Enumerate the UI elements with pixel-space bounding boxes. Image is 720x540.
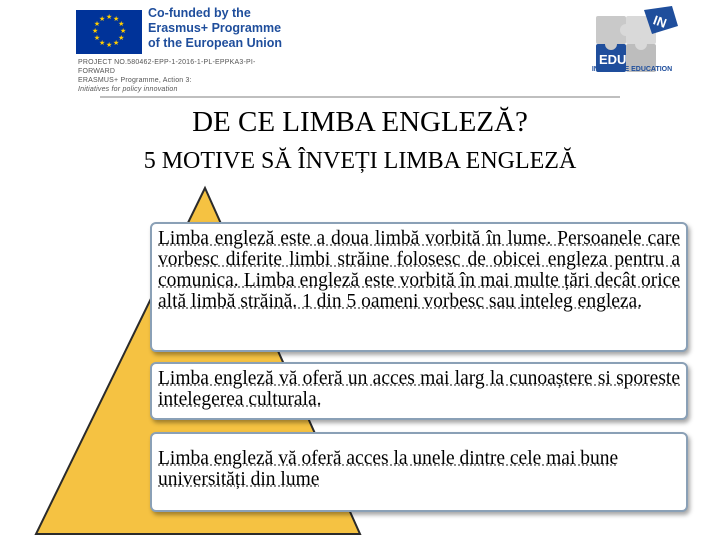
eu-star-icon: ★ xyxy=(113,39,120,48)
eu-star-icon: ★ xyxy=(113,14,120,23)
reason-box-1: Limba engleză este a doua limbă vorbită în lume. Persoanele care vorbesc diferite limbi străine folosesc de obicei engleza pentru a comunica. Limba engleză este vorbită în mai multe țări decât orice altă limbă străină. 1 din 5 oameni vorbesc sau inteleg engleza. xyxy=(150,222,688,352)
reason-box-2: Limba engleză vă oferă un acces mai larg la cunoaștere si sporeste intelegerea culturala. xyxy=(150,362,688,420)
cofund-line: Erasmus+ Programme xyxy=(148,21,282,35)
cofund-line: Co-funded by the xyxy=(148,6,251,20)
edu-tagline: INCLUSIVE EDUCATION xyxy=(591,66,673,73)
eu-star-icon: ★ xyxy=(93,34,101,42)
project-line: PROJECT NO.580462-EPP-1-2016-1-PL-EPPKA3-PI- xyxy=(78,59,256,66)
logo-in-text: IN xyxy=(651,12,669,31)
eu-star-icon: ★ xyxy=(118,20,125,28)
eu-star-icon: ★ xyxy=(120,27,127,35)
project-line: ERASMUS+ Programme, Action 3: xyxy=(78,77,192,84)
eu-star-icon: ★ xyxy=(92,27,99,35)
eu-star-icon: ★ xyxy=(118,34,125,42)
project-line: Initiatives for policy innovation xyxy=(78,86,178,93)
eu-star-icon: ★ xyxy=(93,20,101,28)
cofund-line: of the European Union xyxy=(148,36,283,50)
eu-star-icon: ★ xyxy=(99,39,106,48)
page-subtitle: 5 MOTIVE SĂ ÎNVEȚI LIMBA ENGLEZĂ xyxy=(143,148,577,174)
eu-star-icon: ★ xyxy=(99,14,106,23)
reason-box-3: Limba engleză vă oferă acces la unele dintre cele mai bune universități din lume xyxy=(150,432,688,512)
eu-star-icon: ★ xyxy=(106,13,113,21)
logo-edu-text: EDU xyxy=(599,52,627,67)
page-title: DE CE LIMBA ENGLEZĂ? xyxy=(192,106,528,138)
eu-star-icon: ★ xyxy=(106,41,113,49)
project-line: FORWARD xyxy=(78,68,116,75)
